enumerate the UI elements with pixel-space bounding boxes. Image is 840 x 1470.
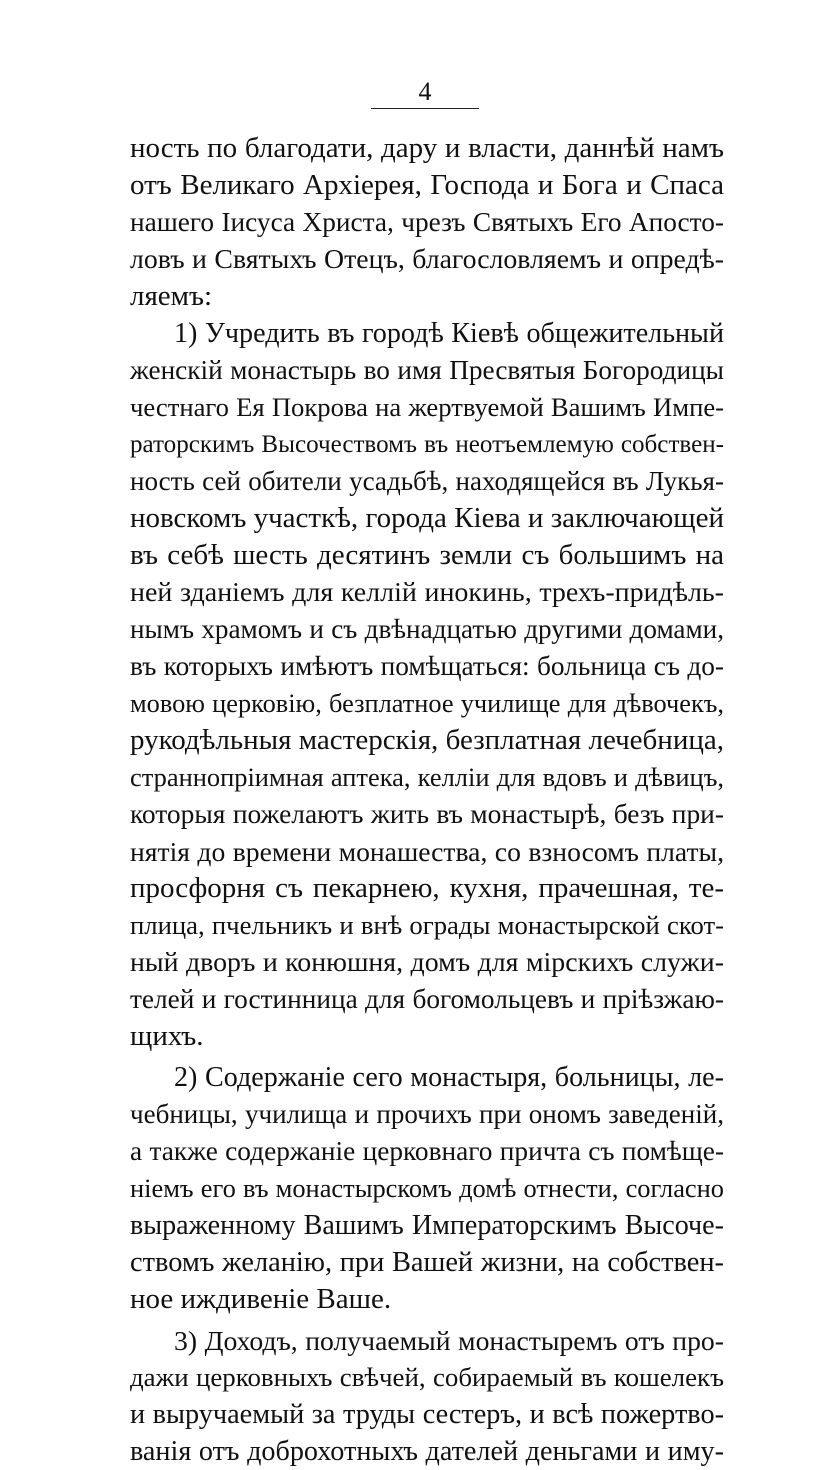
header-rule	[371, 108, 479, 109]
text-line: и выручаемый за труды сестеръ, и всѣ пожертво-	[130, 1399, 724, 1430]
text-line: чебницы, училища и прочихъ при ономъ заведеній,	[130, 1099, 724, 1129]
text-line: нашего Іисуса Христа, чрезъ Святыхъ Его Апосто-	[130, 207, 724, 237]
text-line: 1) Учредить въ городѣ Кіевѣ общежительный	[174, 318, 724, 349]
text-line: отъ Великаго Архіерея, Господа и Бога и Спаса	[130, 169, 724, 201]
text-line: просфорня съ пекарнею, кухня, прачешная, те-	[130, 872, 724, 904]
paragraph	[130, 315, 724, 1055]
page-header	[370, 78, 480, 109]
text-body	[130, 130, 724, 1470]
text-line: телей и гостинница для богомольцевъ и пріѣзжаю-	[130, 984, 724, 1014]
text-line: въ которыхъ имѣютъ помѣщаться: больница съ до-	[130, 651, 724, 681]
text-line: а также содержаніе церковнаго причта съ помѣще-	[130, 1136, 724, 1166]
text-line: 3) Доходъ, получаемый монастыремъ отъ про-	[174, 1325, 724, 1356]
text-line: женскій монастырь во имя Пресвятыя Богородицы	[130, 355, 724, 385]
text-line: ность сей обители усадьбѣ, находящейся въ Лукья-	[130, 466, 724, 496]
text-line: ный дворъ и конюшня, домъ для мірскихъ служи-	[130, 947, 724, 978]
text-line: щихъ.	[130, 1020, 204, 1052]
text-line: нятія до времени монашества, со взносомъ платы,	[130, 836, 724, 867]
text-line: новскомъ участкѣ, города Кіева и заключающей	[130, 502, 724, 534]
paragraph	[130, 1059, 724, 1318]
text-line: раторскимъ Высочествомъ въ неотъемлемую собствен-	[130, 431, 724, 458]
text-line: нымъ храмомъ и съ двѣнадцатью другими домами,	[130, 614, 724, 644]
text-line: честнаго Ея Покрова на жертвуемой Вашимъ Импе-	[130, 392, 724, 422]
text-line: страннопріимная аптека, келліи для вдовъ и дѣвицъ,	[130, 762, 724, 792]
text-line: рукодѣльныя мастерскія, безплатная лечебница,	[130, 724, 724, 756]
text-line: ніемъ его въ монастырскомъ домѣ отнести, согласно	[130, 1173, 724, 1203]
text-line: ляемъ:	[130, 280, 213, 312]
text-line: ность по благодати, дару и власти, даннѣй намъ	[130, 132, 724, 164]
page-number: 4	[418, 77, 432, 106]
text-line: дажи церковныхъ свѣчей, собираемый въ кошелекъ	[130, 1362, 724, 1392]
text-line: ствомъ желанію, при Вашей жизни, на собствен-	[130, 1247, 724, 1278]
text-line: выраженному Вашимъ Императорскимъ Высоче-	[130, 1210, 724, 1241]
text-line: ней зданіемъ для келлій инокинь, трехъ-придѣль-	[130, 577, 724, 608]
text-line: ное иждивеніе Ваше.	[130, 1283, 392, 1315]
paragraph	[130, 130, 724, 315]
text-line: плица, пчельникъ и внѣ ограды монастырской скот-	[130, 910, 724, 940]
text-line: 2) Содержаніе сего монастыря, больницы, ле-	[174, 1062, 724, 1093]
paragraph	[130, 1322, 724, 1470]
text-line: въ себѣ шесть десятинъ земли съ большимъ на	[130, 539, 724, 571]
text-line: мовою церковію, безплатное училище для дѣвочекъ,	[130, 689, 724, 718]
text-line: которыя пожелаютъ жить въ монастырѣ, безъ при-	[130, 799, 724, 829]
text-line: ловъ и Святыхъ Отецъ, благословляемъ и опредѣ-	[130, 244, 724, 275]
text-line: ванія отъ доброхотныхъ дателей деньгами и иму-	[130, 1436, 724, 1467]
